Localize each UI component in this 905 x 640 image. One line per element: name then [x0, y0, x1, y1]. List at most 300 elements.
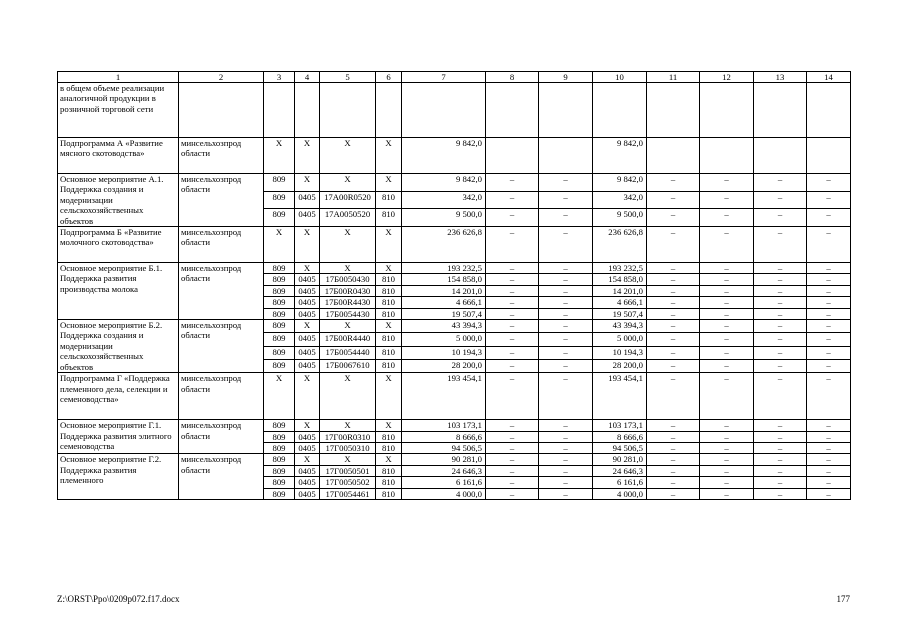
table-cell: –	[539, 346, 593, 359]
table-cell: –	[539, 191, 593, 209]
table-cell: –	[754, 477, 807, 488]
table-cell	[486, 83, 539, 138]
responsible-executor	[179, 83, 264, 138]
table-cell: 9 842,0	[402, 138, 486, 174]
table-cell: –	[486, 442, 539, 453]
table-cell: Х	[295, 138, 320, 174]
table-cell: Х	[295, 373, 320, 420]
table-cell: 810	[376, 297, 402, 308]
table-cell: 0405	[295, 431, 320, 442]
table-cell: Х	[320, 138, 376, 174]
table-cell: –	[700, 477, 754, 488]
table-cell: Х	[376, 320, 402, 333]
table-cell: 0405	[295, 465, 320, 476]
table-cell	[539, 138, 593, 174]
table-cell	[486, 138, 539, 174]
table-cell: 5 000,0	[593, 333, 647, 346]
table-cell: 17Г0054461	[320, 488, 376, 499]
table-cell: –	[539, 373, 593, 420]
table-cell	[700, 138, 754, 174]
table-cell: –	[486, 174, 539, 192]
table-cell: Х	[320, 227, 376, 263]
table-cell: 810	[376, 346, 402, 359]
table-cell	[754, 138, 807, 174]
table-cell: –	[539, 488, 593, 499]
table-cell: 342,0	[402, 191, 486, 209]
column-header: 4	[295, 72, 320, 83]
responsible-executor: минсельхозпрод области	[179, 454, 264, 500]
table-cell: –	[486, 320, 539, 333]
table-cell: –	[700, 297, 754, 308]
table-cell: –	[807, 227, 851, 263]
table-cell: –	[539, 442, 593, 453]
table-cell: 0405	[295, 285, 320, 296]
table-cell	[754, 83, 807, 138]
table-row	[58, 420, 851, 431]
table-cell: 24 646,3	[593, 465, 647, 476]
measure-name: Подпрограмма Б «Развитие молочного скотоводства»	[58, 227, 179, 263]
table-cell: –	[486, 477, 539, 488]
table-cell: 809	[264, 420, 295, 431]
table-cell: –	[647, 191, 700, 209]
table-cell: 810	[376, 359, 402, 372]
table-cell: 24 646,3	[402, 465, 486, 476]
table-cell: 4 000,0	[402, 488, 486, 499]
table-cell: –	[486, 209, 539, 227]
table-cell: 0405	[295, 442, 320, 453]
measure-name: в общем объеме реализации аналогичной продукции в розничной торговой сети	[58, 83, 179, 138]
table-cell: –	[539, 308, 593, 319]
table-cell: 9 842,0	[402, 174, 486, 192]
table-cell: 809	[264, 263, 295, 274]
table-cell: –	[700, 442, 754, 453]
table-cell: –	[647, 308, 700, 319]
file-path: Z:\ORST\Ppo\0209p072.f17.docx	[57, 594, 180, 604]
column-header: 14	[807, 72, 851, 83]
table-cell: 17А00R0520	[320, 191, 376, 209]
table-cell: –	[754, 373, 807, 420]
table-cell: –	[700, 454, 754, 465]
table-cell	[402, 83, 486, 138]
table-cell: 17Б0067610	[320, 359, 376, 372]
table-cell: –	[807, 191, 851, 209]
table-cell: –	[700, 488, 754, 499]
table-cell	[807, 138, 851, 174]
table-cell: 94 506,5	[402, 442, 486, 453]
table-cell: –	[807, 285, 851, 296]
table-cell: 17Б00R4430	[320, 297, 376, 308]
table-cell: Х	[320, 373, 376, 420]
table-cell: –	[807, 209, 851, 227]
table-cell: –	[700, 465, 754, 476]
table-cell: 0405	[295, 346, 320, 359]
table-cell: Х	[376, 454, 402, 465]
table-cell: –	[700, 420, 754, 431]
table-cell: –	[647, 431, 700, 442]
table-row	[58, 373, 851, 420]
table-cell: 810	[376, 488, 402, 499]
responsible-executor: минсельхозпрод области	[179, 174, 264, 227]
table-cell: 9 500,0	[593, 209, 647, 227]
table-cell: –	[700, 285, 754, 296]
table-cell: –	[754, 359, 807, 372]
table-cell: –	[486, 274, 539, 285]
table-cell	[647, 83, 700, 138]
table-cell: –	[754, 274, 807, 285]
table-cell: 193 232,5	[402, 263, 486, 274]
table-cell: 17Б0054430	[320, 308, 376, 319]
table-cell: Х	[295, 320, 320, 333]
table-cell: 193 232,5	[593, 263, 647, 274]
column-header: 10	[593, 72, 647, 83]
table-cell: –	[754, 191, 807, 209]
table-cell: –	[754, 454, 807, 465]
table-cell: –	[539, 209, 593, 227]
table-row	[58, 138, 851, 174]
table-cell: –	[647, 297, 700, 308]
table-cell: –	[754, 297, 807, 308]
table-cell: –	[754, 465, 807, 476]
table-cell: 809	[264, 333, 295, 346]
table-cell: –	[754, 227, 807, 263]
table-cell: –	[700, 333, 754, 346]
column-header: 11	[647, 72, 700, 83]
table-cell: –	[700, 191, 754, 209]
table-cell	[264, 83, 295, 138]
table-cell: 17Г0050501	[320, 465, 376, 476]
table-cell: –	[486, 191, 539, 209]
table-cell: Х	[376, 138, 402, 174]
table-cell: 14 201,0	[593, 285, 647, 296]
measure-name: Основное мероприятие А.1. Поддержка создания и модернизации сельскохозяйственных объектов	[58, 174, 179, 227]
table-cell: –	[539, 274, 593, 285]
column-header: 2	[179, 72, 264, 83]
table-cell: –	[486, 454, 539, 465]
table-cell: –	[647, 454, 700, 465]
table-cell: 809	[264, 477, 295, 488]
table-cell: –	[486, 359, 539, 372]
column-header: 8	[486, 72, 539, 83]
table-cell: 0405	[295, 359, 320, 372]
column-header: 9	[539, 72, 593, 83]
table-cell: 6 161,6	[593, 477, 647, 488]
table-cell: 154 858,0	[402, 274, 486, 285]
table-cell: –	[807, 297, 851, 308]
table-cell: –	[754, 285, 807, 296]
table-cell: –	[754, 420, 807, 431]
measure-name: Основное мероприятие Г.2. Поддержка развития племенного	[58, 454, 179, 500]
table-cell: 4 666,1	[593, 297, 647, 308]
table-cell: 8 666,6	[593, 431, 647, 442]
table-cell: –	[647, 373, 700, 420]
table-cell	[700, 83, 754, 138]
table-cell: –	[754, 308, 807, 319]
column-header: 13	[754, 72, 807, 83]
table-cell: –	[486, 373, 539, 420]
table-cell: 19 507,4	[593, 308, 647, 319]
table-cell: –	[647, 346, 700, 359]
table-cell: –	[539, 263, 593, 274]
table-cell: 17Б00R4440	[320, 333, 376, 346]
table-row	[58, 83, 851, 138]
table-cell: –	[486, 333, 539, 346]
table-cell: 90 281,0	[402, 454, 486, 465]
table-cell: –	[539, 431, 593, 442]
table-cell: –	[700, 320, 754, 333]
table-cell: –	[754, 346, 807, 359]
table-cell: –	[700, 227, 754, 263]
table-row	[58, 227, 851, 263]
table-cell: 8 666,6	[402, 431, 486, 442]
table-cell: –	[700, 174, 754, 192]
table-cell: –	[754, 209, 807, 227]
table-cell: –	[539, 285, 593, 296]
table-cell: 810	[376, 442, 402, 453]
table-cell: 809	[264, 431, 295, 442]
table-cell: 810	[376, 333, 402, 346]
table-cell: 236 626,8	[402, 227, 486, 263]
table-cell: Х	[320, 174, 376, 192]
table-cell: –	[807, 333, 851, 346]
table-cell: –	[647, 488, 700, 499]
table-cell: 810	[376, 274, 402, 285]
table-cell: 10 194,3	[402, 346, 486, 359]
table-cell: Х	[264, 373, 295, 420]
table-cell: –	[807, 359, 851, 372]
column-header: 7	[402, 72, 486, 83]
table-cell: –	[647, 285, 700, 296]
column-header: 3	[264, 72, 295, 83]
table-cell: 809	[264, 285, 295, 296]
measure-name: Основное мероприятие Г.1. Поддержка развития элитного семеноводства	[58, 420, 179, 454]
table-cell: 43 394,3	[402, 320, 486, 333]
table-cell: –	[486, 488, 539, 499]
table-row	[58, 263, 851, 274]
table-cell	[376, 83, 402, 138]
table-row	[58, 174, 851, 192]
table-cell	[807, 83, 851, 138]
table-cell: –	[754, 174, 807, 192]
table-cell: –	[807, 431, 851, 442]
table-cell: 810	[376, 191, 402, 209]
table-cell: –	[700, 209, 754, 227]
table-cell: 193 454,1	[402, 373, 486, 420]
table-cell: 0405	[295, 209, 320, 227]
table-cell: 90 281,0	[593, 454, 647, 465]
table-cell: –	[539, 333, 593, 346]
table-cell: –	[647, 420, 700, 431]
table-cell: 17Б0054440	[320, 346, 376, 359]
table-cell: 28 200,0	[402, 359, 486, 372]
table-row	[58, 454, 851, 465]
column-header: 5	[320, 72, 376, 83]
table-cell: 103 173,1	[402, 420, 486, 431]
table-cell: 809	[264, 297, 295, 308]
table-cell: –	[647, 465, 700, 476]
table-cell: –	[486, 420, 539, 431]
table-cell: 193 454,1	[593, 373, 647, 420]
table-cell: 17Г0050502	[320, 477, 376, 488]
table-cell: Х	[320, 320, 376, 333]
table-cell: 809	[264, 274, 295, 285]
table-cell: 809	[264, 359, 295, 372]
table-cell: 810	[376, 209, 402, 227]
table-cell: Х	[264, 227, 295, 263]
measure-name: Основное мероприятие Б.2. Поддержка создания и модернизации сельскохозяйственных объектов	[58, 320, 179, 373]
table-cell: 810	[376, 285, 402, 296]
table-cell: 0405	[295, 274, 320, 285]
table-cell: –	[754, 320, 807, 333]
responsible-executor: минсельхозпрод области	[179, 138, 264, 174]
table-cell: 809	[264, 442, 295, 453]
table-cell: –	[700, 373, 754, 420]
table-cell: Х	[295, 227, 320, 263]
table-cell: 0405	[295, 488, 320, 499]
table-cell: –	[700, 274, 754, 285]
table-cell: –	[486, 431, 539, 442]
table-cell: –	[807, 263, 851, 274]
table-cell: 809	[264, 465, 295, 476]
table-cell: Х	[376, 174, 402, 192]
table-cell: 6 161,6	[402, 477, 486, 488]
table-cell: –	[647, 274, 700, 285]
table-cell: 19 507,4	[402, 308, 486, 319]
table-cell: 4 666,1	[402, 297, 486, 308]
responsible-executor: минсельхозпрод области	[179, 227, 264, 263]
table-cell: –	[539, 359, 593, 372]
table-row	[58, 320, 851, 333]
column-header: 12	[700, 72, 754, 83]
table-cell: –	[647, 359, 700, 372]
table-cell: 17Б00R0430	[320, 285, 376, 296]
table-cell: –	[539, 454, 593, 465]
table-cell: –	[754, 431, 807, 442]
table-cell: 43 394,3	[593, 320, 647, 333]
table-cell: –	[539, 320, 593, 333]
table-cell: 342,0	[593, 191, 647, 209]
table-cell: –	[807, 373, 851, 420]
table-cell: 154 858,0	[593, 274, 647, 285]
table-cell: 0405	[295, 308, 320, 319]
table-cell: 94 506,5	[593, 442, 647, 453]
table-cell: Х	[320, 263, 376, 274]
table-cell: 5 000,0	[402, 333, 486, 346]
table-cell: –	[486, 297, 539, 308]
table-cell: –	[754, 442, 807, 453]
table-cell: 9 500,0	[402, 209, 486, 227]
table-cell: Х	[376, 373, 402, 420]
measure-name: Основное мероприятие Б.1. Поддержка развития производства молока	[58, 263, 179, 320]
table-cell: 809	[264, 209, 295, 227]
responsible-executor: минсельхозпрод области	[179, 263, 264, 320]
table-cell: 810	[376, 431, 402, 442]
table-cell: –	[807, 308, 851, 319]
table-cell: 17Б0050430	[320, 274, 376, 285]
table-cell: 809	[264, 454, 295, 465]
column-header: 6	[376, 72, 402, 83]
table-cell: 10 194,3	[593, 346, 647, 359]
table-cell: –	[647, 477, 700, 488]
table-cell: Х	[376, 263, 402, 274]
responsible-executor: минсельхозпрод области	[179, 373, 264, 420]
table-cell: –	[754, 333, 807, 346]
table-cell: 4 000,0	[593, 488, 647, 499]
column-header: 1	[58, 72, 179, 83]
table-cell: –	[754, 263, 807, 274]
table-cell: 809	[264, 346, 295, 359]
table-cell: –	[700, 308, 754, 319]
table-cell: –	[807, 274, 851, 285]
responsible-executor: минсельхозпрод области	[179, 320, 264, 373]
measure-name: Подпрограмма А «Развитие мясного скотоводства»	[58, 138, 179, 174]
table-cell: 810	[376, 308, 402, 319]
table-cell: 0405	[295, 333, 320, 346]
table-cell: Х	[376, 420, 402, 431]
table-cell: Х	[295, 420, 320, 431]
table-cell: Х	[376, 227, 402, 263]
table-cell: 809	[264, 191, 295, 209]
table-cell: –	[647, 442, 700, 453]
table-cell: Х	[320, 420, 376, 431]
page-number: 177	[836, 594, 850, 604]
table-cell: –	[647, 227, 700, 263]
responsible-executor: минсельхозпрод области	[179, 420, 264, 454]
table-cell: 28 200,0	[593, 359, 647, 372]
table-cell: –	[807, 320, 851, 333]
table-cell: 809	[264, 488, 295, 499]
table-cell: Х	[295, 454, 320, 465]
table-cell: 103 173,1	[593, 420, 647, 431]
table-cell: –	[539, 227, 593, 263]
table-cell	[539, 83, 593, 138]
table-cell: 9 842,0	[593, 174, 647, 192]
table-cell: 17Г00R0310	[320, 431, 376, 442]
table-cell: Х	[295, 174, 320, 192]
table-cell: –	[539, 174, 593, 192]
table-cell: 809	[264, 174, 295, 192]
table-cell: 17Г0050310	[320, 442, 376, 453]
table-cell: –	[647, 320, 700, 333]
table-cell: –	[539, 465, 593, 476]
table-cell: 810	[376, 477, 402, 488]
table-cell: Х	[264, 138, 295, 174]
table-cell: –	[647, 209, 700, 227]
table-cell: –	[647, 263, 700, 274]
table-cell: –	[539, 420, 593, 431]
table-cell: 14 201,0	[402, 285, 486, 296]
table-cell: –	[486, 346, 539, 359]
table-cell: –	[807, 454, 851, 465]
table-cell: –	[486, 308, 539, 319]
table-cell: –	[807, 346, 851, 359]
table-cell: –	[807, 420, 851, 431]
table-cell: –	[700, 431, 754, 442]
table-cell: –	[807, 477, 851, 488]
table-cell	[320, 83, 376, 138]
table-cell: –	[486, 465, 539, 476]
table-cell: –	[807, 174, 851, 192]
table-cell: –	[807, 465, 851, 476]
table-cell: –	[647, 174, 700, 192]
table-cell: 17А0050520	[320, 209, 376, 227]
table-cell: –	[539, 297, 593, 308]
table-cell: Х	[320, 454, 376, 465]
table-cell: –	[700, 359, 754, 372]
table-cell: 810	[376, 465, 402, 476]
table-cell: –	[700, 263, 754, 274]
table-cell: –	[754, 488, 807, 499]
table-cell: –	[807, 488, 851, 499]
